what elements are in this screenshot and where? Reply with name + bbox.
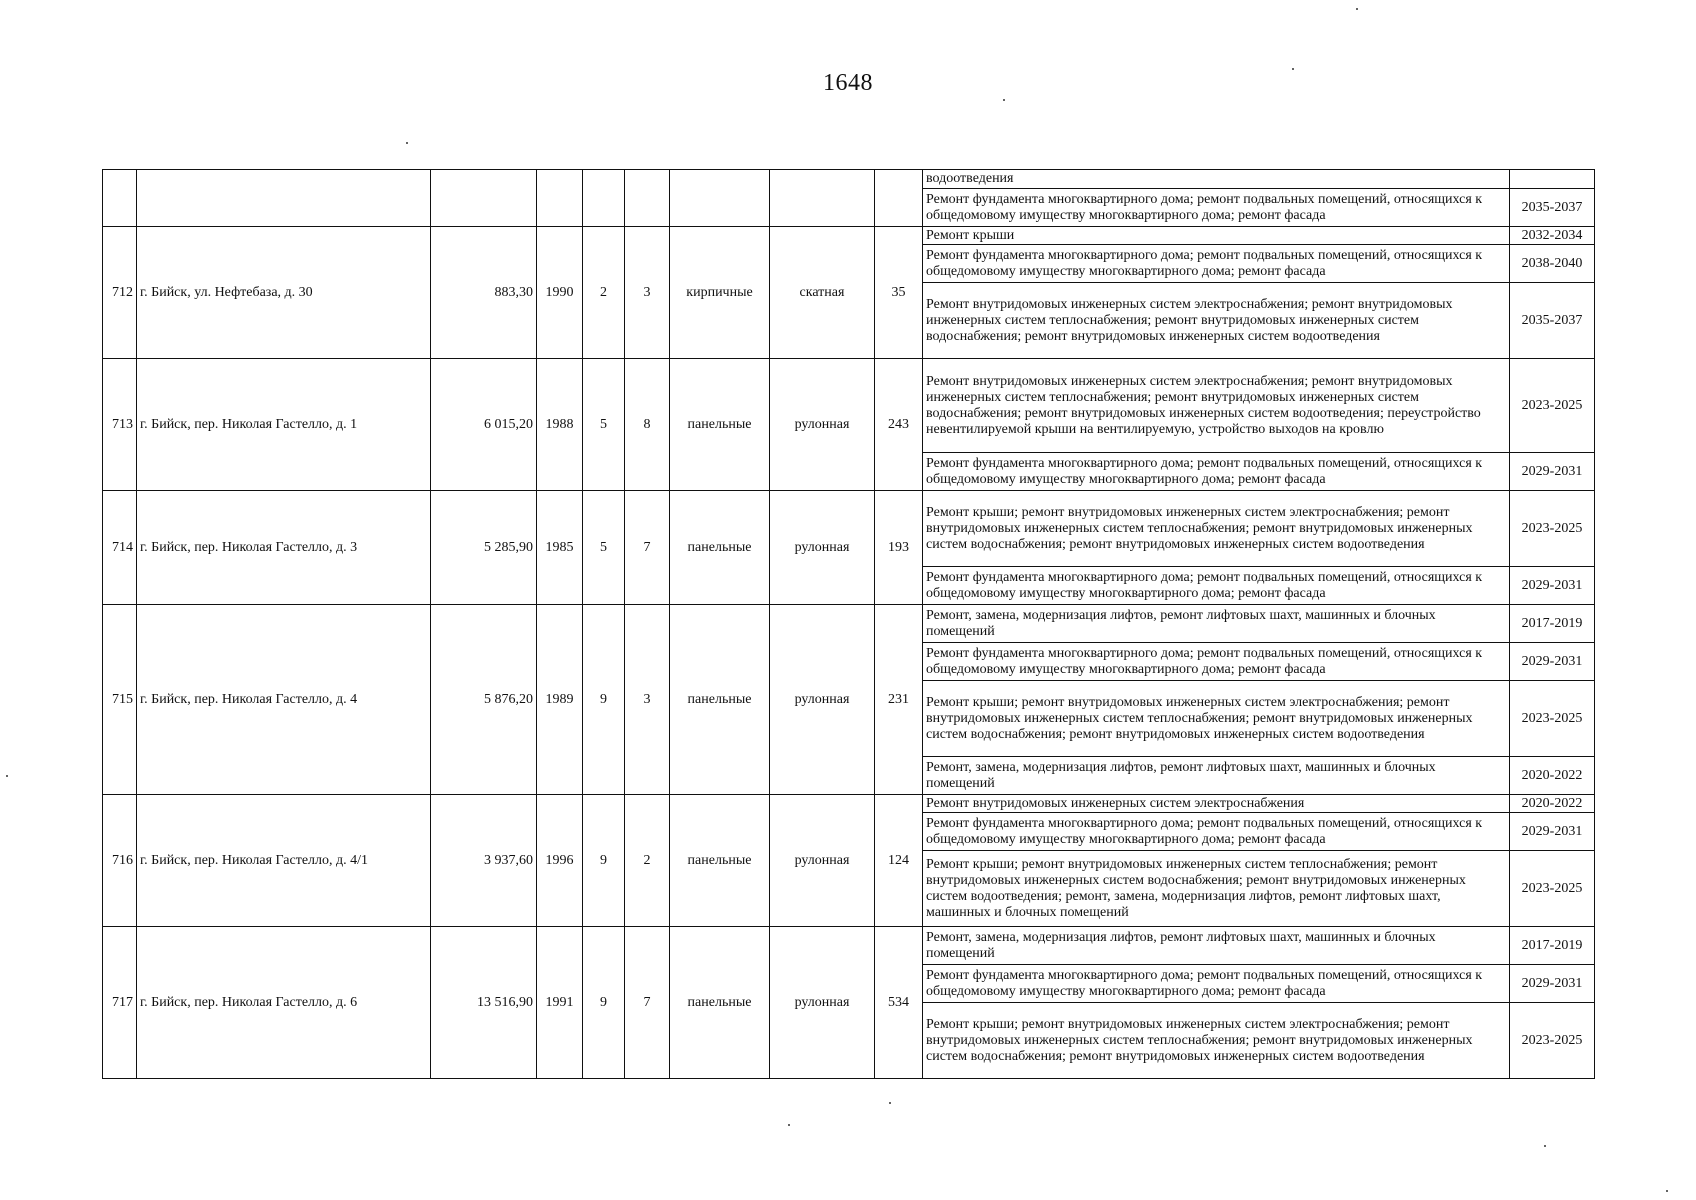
work-period: 2035-2037 [1510, 189, 1595, 227]
scan-speck [1003, 99, 1005, 101]
building-floors: 9 [583, 927, 625, 1079]
building-address: г. Бийск, пер. Николая Гастелло, д. 4 [137, 605, 431, 795]
scan-speck [1356, 8, 1358, 10]
capital-repair-table [102, 169, 1595, 1079]
roof-type: рулонная [770, 927, 875, 1079]
table-row [103, 170, 1595, 189]
building-year: 1989 [537, 605, 583, 795]
building-address: г. Бийск, пер. Николая Гастелло, д. 4/1 [137, 795, 431, 927]
residents-count: 243 [875, 359, 923, 491]
building-entrances: 3 [625, 605, 670, 795]
residents-count: 231 [875, 605, 923, 795]
building-area: 883,30 [431, 227, 537, 359]
work-description: Ремонт крыши; ремонт внутридомовых инженерных систем электроснабжения; ремонт внутридомовых инженерных систем теплоснабжения; ремонт внутридомовых инженерных систем водоснабжения; ремонт внутридомовых инженерных систем водоотведения [923, 681, 1510, 757]
page-number: 1648 [823, 70, 873, 96]
building-year: 1988 [537, 359, 583, 491]
empty-cell [103, 170, 137, 227]
residents-count: 534 [875, 927, 923, 1079]
work-description: Ремонт фундамента многоквартирного дома; ремонт подвальных помещений, относящихся к общедомовому имуществу многоквартирного дома; ремонт фасада [923, 567, 1510, 605]
work-period: 2017-2019 [1510, 605, 1595, 643]
empty-cell [625, 170, 670, 227]
building-number: 712 [103, 227, 137, 359]
work-description: Ремонт фундамента многоквартирного дома; ремонт подвальных помещений, относящихся к общедомовому имуществу многоквартирного дома; ремонт фасада [923, 189, 1510, 227]
scan-speck [406, 142, 408, 144]
work-period: 2029-2031 [1510, 643, 1595, 681]
scan-speck [788, 1124, 790, 1126]
work-description: Ремонт фундамента многоквартирного дома; ремонт подвальных помещений, относящихся к общедомовому имуществу многоквартирного дома; ремонт фасада [923, 813, 1510, 851]
empty-cell [137, 170, 431, 227]
work-period: 2017-2019 [1510, 927, 1595, 965]
table-row [103, 227, 1595, 245]
work-description: Ремонт внутридомовых инженерных систем электроснабжения; ремонт внутридомовых инженерных систем теплоснабжения; ремонт внутридомовых инженерных систем водоснабжения; ремонт внутридомовых инженерных систем водоотведения; переустройство невентилируемой крыши на вентилируемую, устройство выходов на кровлю [923, 359, 1510, 453]
scan-speck [1292, 68, 1294, 70]
residents-count: 124 [875, 795, 923, 927]
building-address: г. Бийск, пер. Николая Гастелло, д. 3 [137, 491, 431, 605]
wall-material: кирпичные [670, 227, 770, 359]
residents-count: 193 [875, 491, 923, 605]
residents-count: 35 [875, 227, 923, 359]
building-year: 1991 [537, 927, 583, 1079]
wall-material: панельные [670, 491, 770, 605]
work-period: 2023-2025 [1510, 491, 1595, 567]
building-area: 13 516,90 [431, 927, 537, 1079]
scan-speck [1666, 1190, 1668, 1192]
wall-material: панельные [670, 795, 770, 927]
building-entrances: 2 [625, 795, 670, 927]
building-number: 715 [103, 605, 137, 795]
work-description: Ремонт фундамента многоквартирного дома; ремонт подвальных помещений, относящихся к общедомовому имуществу многоквартирного дома; ремонт фасада [923, 245, 1510, 283]
work-period: 2032-2034 [1510, 227, 1595, 245]
building-address: г. Бийск, ул. Нефтебаза, д. 30 [137, 227, 431, 359]
building-entrances: 7 [625, 491, 670, 605]
work-period [1510, 170, 1595, 189]
building-area: 5 285,90 [431, 491, 537, 605]
roof-type: рулонная [770, 795, 875, 927]
building-floors: 5 [583, 359, 625, 491]
building-year: 1985 [537, 491, 583, 605]
work-period: 2038-2040 [1510, 245, 1595, 283]
roof-type: рулонная [770, 359, 875, 491]
work-description: Ремонт внутридомовых инженерных систем электроснабжения [923, 795, 1510, 813]
scan-speck [6, 775, 8, 777]
work-period: 2029-2031 [1510, 965, 1595, 1003]
building-address: г. Бийск, пер. Николая Гастелло, д. 6 [137, 927, 431, 1079]
roof-type: рулонная [770, 605, 875, 795]
work-period: 2020-2022 [1510, 757, 1595, 795]
empty-cell [431, 170, 537, 227]
wall-material: панельные [670, 359, 770, 491]
work-description: Ремонт крыши; ремонт внутридомовых инженерных систем теплоснабжения; ремонт внутридомовых инженерных систем водоснабжения; ремонт внутридомовых инженерных систем водоотведения; ремонт, замена, модернизация лифтов, ремонт лифтовых шахт, машинных и блочных помещений [923, 851, 1510, 927]
work-period: 2029-2031 [1510, 453, 1595, 491]
work-description: Ремонт фундамента многоквартирного дома; ремонт подвальных помещений, относящихся к общедомовому имуществу многоквартирного дома; ремонт фасада [923, 453, 1510, 491]
table-row [103, 605, 1595, 643]
work-description: Ремонт крыши [923, 227, 1510, 245]
work-description: Ремонт крыши; ремонт внутридомовых инженерных систем электроснабжения; ремонт внутридомовых инженерных систем теплоснабжения; ремонт внутридомовых инженерных систем водоснабжения; ремонт внутридомовых инженерных систем водоотведения [923, 1003, 1510, 1079]
roof-type: рулонная [770, 491, 875, 605]
scan-speck [1544, 1145, 1546, 1147]
building-year: 1996 [537, 795, 583, 927]
building-entrances: 8 [625, 359, 670, 491]
table-row [103, 927, 1595, 965]
work-description: водоотведения [923, 170, 1510, 189]
wall-material: панельные [670, 927, 770, 1079]
work-description: Ремонт внутридомовых инженерных систем электроснабжения; ремонт внутридомовых инженерных систем теплоснабжения; ремонт внутридомовых инженерных систем водоснабжения; ремонт внутридомовых инженерных систем водоотведения [923, 283, 1510, 359]
building-address: г. Бийск, пер. Николая Гастелло, д. 1 [137, 359, 431, 491]
work-period: 2029-2031 [1510, 813, 1595, 851]
work-description: Ремонт фундамента многоквартирного дома; ремонт подвальных помещений, относящихся к общедомовому имуществу многоквартирного дома; ремонт фасада [923, 643, 1510, 681]
roof-type: скатная [770, 227, 875, 359]
work-description: Ремонт фундамента многоквартирного дома; ремонт подвальных помещений, относящихся к общедомовому имуществу многоквартирного дома; ремонт фасада [923, 965, 1510, 1003]
building-floors: 9 [583, 795, 625, 927]
building-year: 1990 [537, 227, 583, 359]
table-row [103, 359, 1595, 453]
work-description: Ремонт, замена, модернизация лифтов, ремонт лифтовых шахт, машинных и блочных помещений [923, 605, 1510, 643]
work-period: 2029-2031 [1510, 567, 1595, 605]
table-row [103, 491, 1595, 567]
wall-material: панельные [670, 605, 770, 795]
building-floors: 9 [583, 605, 625, 795]
table-body [103, 170, 1595, 1079]
building-floors: 5 [583, 491, 625, 605]
empty-cell [670, 170, 770, 227]
empty-cell [583, 170, 625, 227]
empty-cell [770, 170, 875, 227]
building-number: 714 [103, 491, 137, 605]
building-area: 5 876,20 [431, 605, 537, 795]
work-period: 2023-2025 [1510, 851, 1595, 927]
empty-cell [537, 170, 583, 227]
building-area: 3 937,60 [431, 795, 537, 927]
work-description: Ремонт, замена, модернизация лифтов, ремонт лифтовых шахт, машинных и блочных помещений [923, 927, 1510, 965]
empty-cell [875, 170, 923, 227]
scan-speck [889, 1102, 891, 1104]
building-number: 713 [103, 359, 137, 491]
work-period: 2020-2022 [1510, 795, 1595, 813]
work-description: Ремонт крыши; ремонт внутридомовых инженерных систем электроснабжения; ремонт внутридомовых инженерных систем теплоснабжения; ремонт внутридомовых инженерных систем водоснабжения; ремонт внутридомовых инженерных систем водоотведения [923, 491, 1510, 567]
building-number: 717 [103, 927, 137, 1079]
building-entrances: 3 [625, 227, 670, 359]
work-period: 2023-2025 [1510, 681, 1595, 757]
work-period: 2023-2025 [1510, 1003, 1595, 1079]
building-area: 6 015,20 [431, 359, 537, 491]
table-row [103, 795, 1595, 813]
building-entrances: 7 [625, 927, 670, 1079]
work-period: 2035-2037 [1510, 283, 1595, 359]
building-number: 716 [103, 795, 137, 927]
building-floors: 2 [583, 227, 625, 359]
work-description: Ремонт, замена, модернизация лифтов, ремонт лифтовых шахт, машинных и блочных помещений [923, 757, 1510, 795]
work-period: 2023-2025 [1510, 359, 1595, 453]
